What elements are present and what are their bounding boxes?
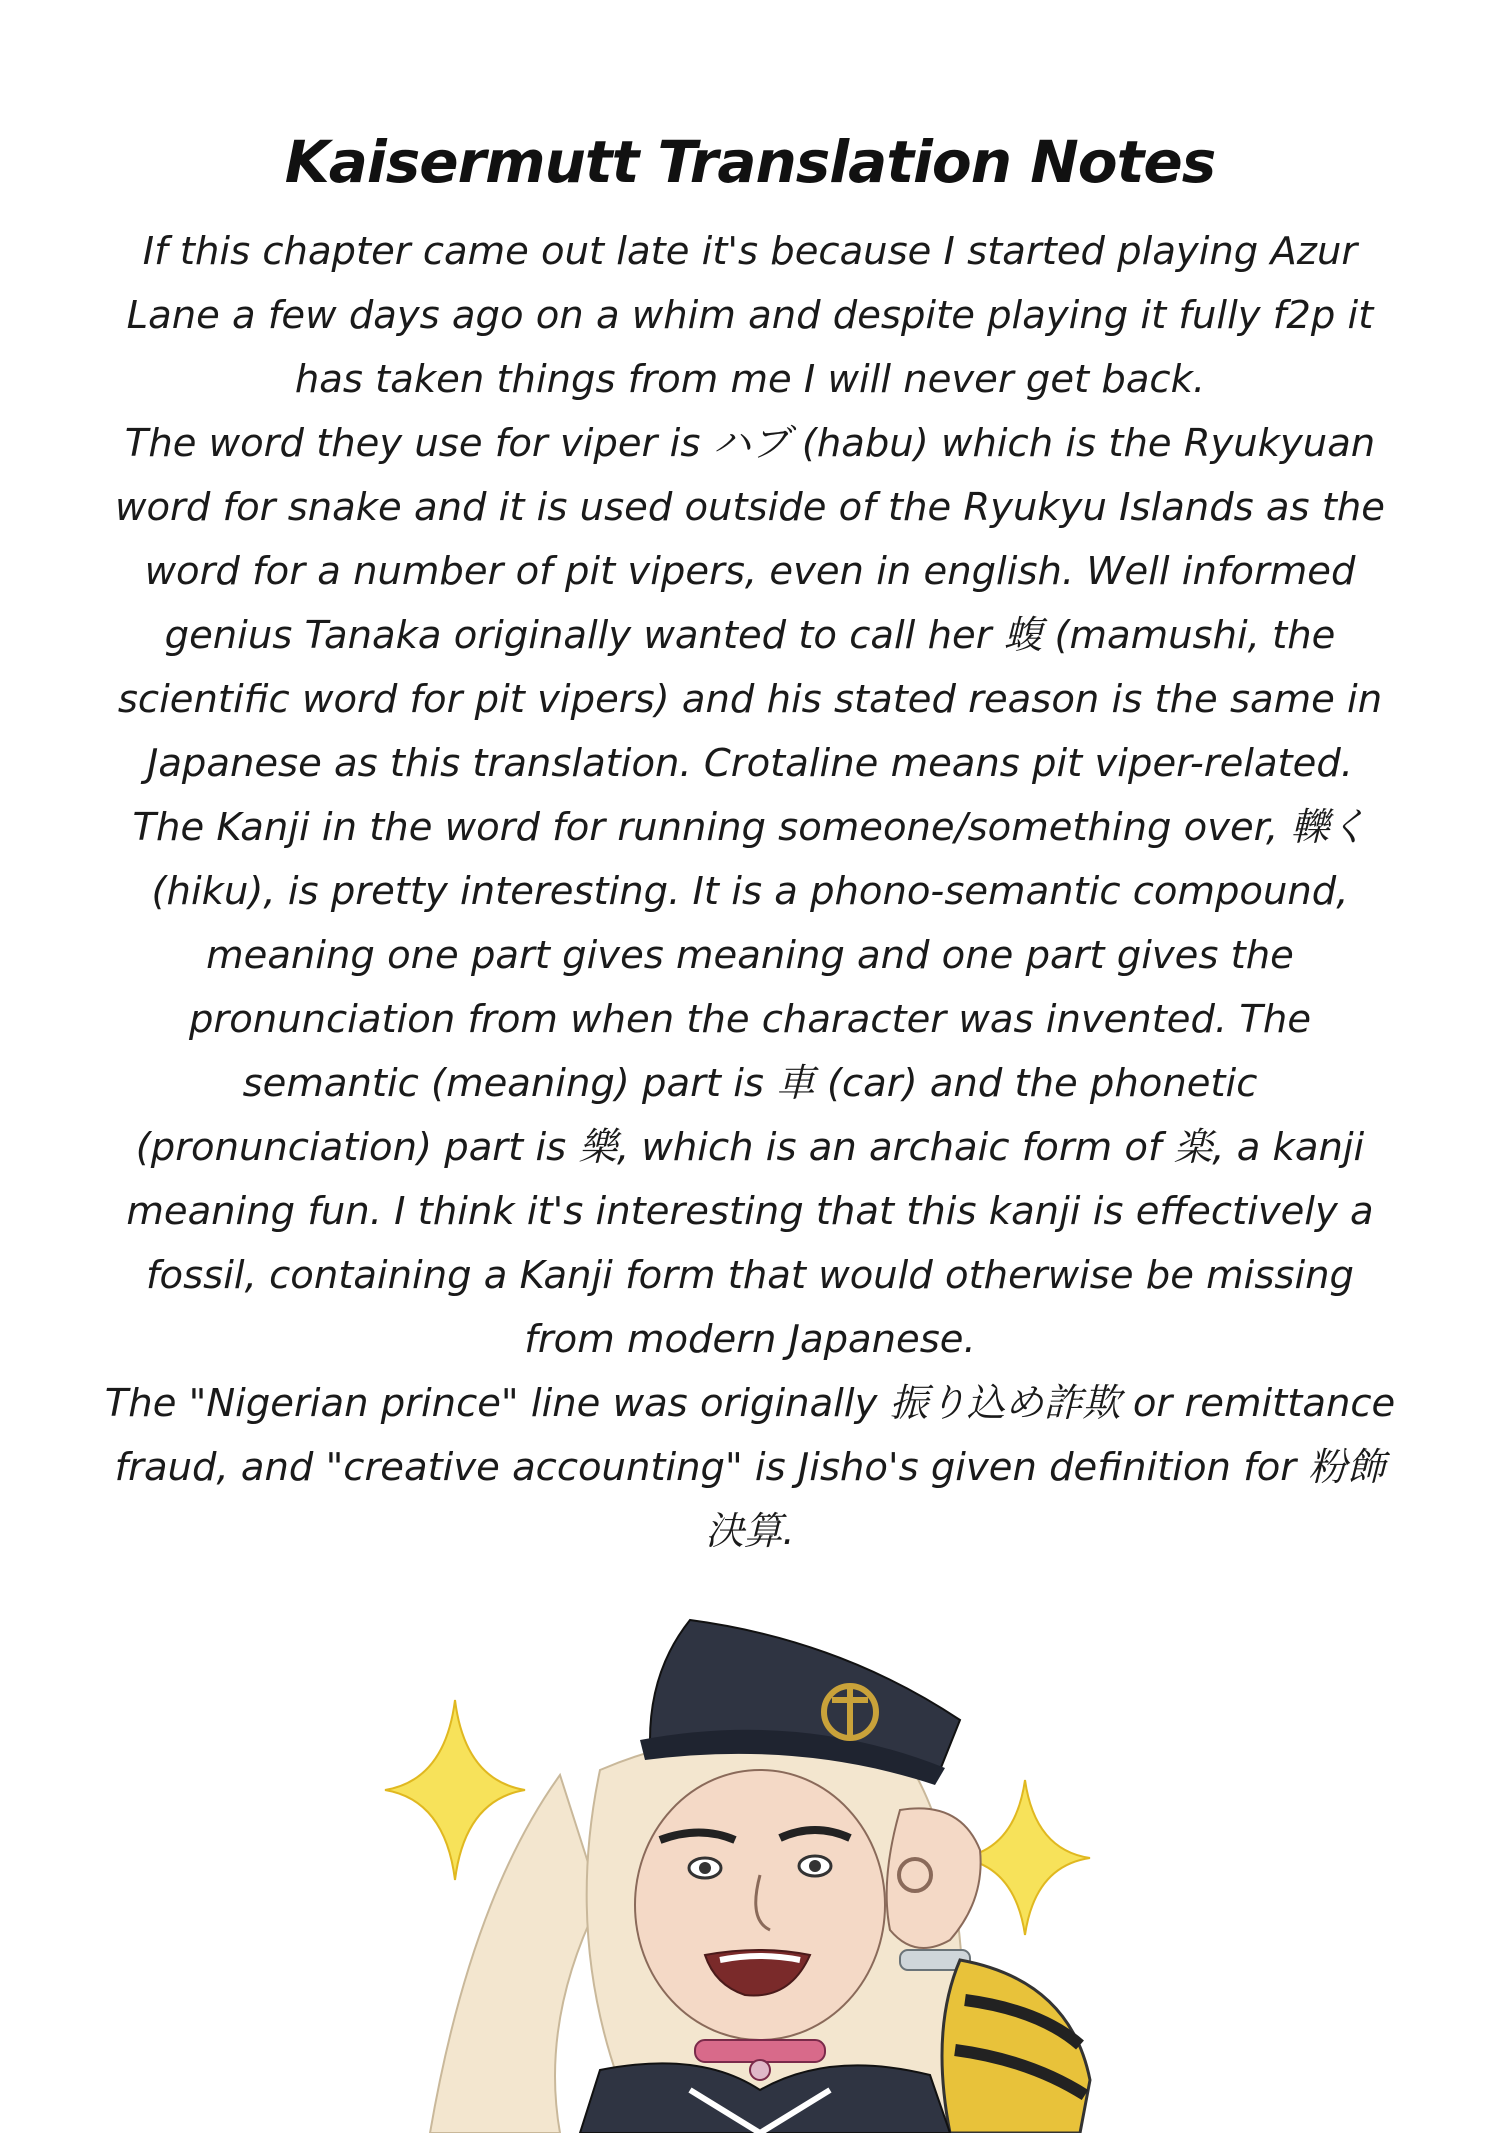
notes-body	[100, 220, 1400, 1564]
pupil	[809, 1860, 821, 1872]
character-illustration	[0, 1600, 1500, 2133]
pupil	[699, 1862, 711, 1874]
collar	[695, 2040, 825, 2062]
collar-ring	[750, 2060, 770, 2080]
character-face	[635, 1770, 885, 2040]
note-paragraph: The word they use for viper is ハブ (habu) which is the Ryukyuan word for snake and it is used outside of the Ryukyu Islands as the word for a number of pit vipers, even in english. Well informed genius Tanaka originally wanted to call her 蝮 (mamushi, the scientific word for pit vipers) and his stated reason is the same in Japanese as this translation. Crotaline means pit viper-related.	[114, 421, 1385, 786]
page-title: Kaisermutt Translation Notes	[284, 128, 1216, 196]
note-paragraph: The "Nigerian prince" line was originally 振り込め詐欺 or remittance fraud, and "creative accounting" is Jisho's given definition for 粉飾決算.	[104, 1381, 1396, 1554]
sparkle-icon	[385, 1700, 525, 1880]
note-paragraph: The Kanji in the word for running someone/something over, 轢く (hiku), is pretty interesting. It is a phono-semantic compound, meaning one part gives meaning and one part gives the pronunciation from when the character was invented. The semantic (meaning) part is 車 (car) and the phonetic (pronunciation) part is 樂, which is an archaic form of 楽, a kanji meaning fun. I think it's interesting that this kanji is effectively a fossil, containing a Kanji form that would otherwise be missing from modern Japanese.	[126, 805, 1374, 1362]
note-paragraph: If this chapter came out late it's because I started playing Azur Lane a few days ago on a whim and despite playing it fully f2p it has taken things from me I will never get back.	[126, 229, 1374, 402]
